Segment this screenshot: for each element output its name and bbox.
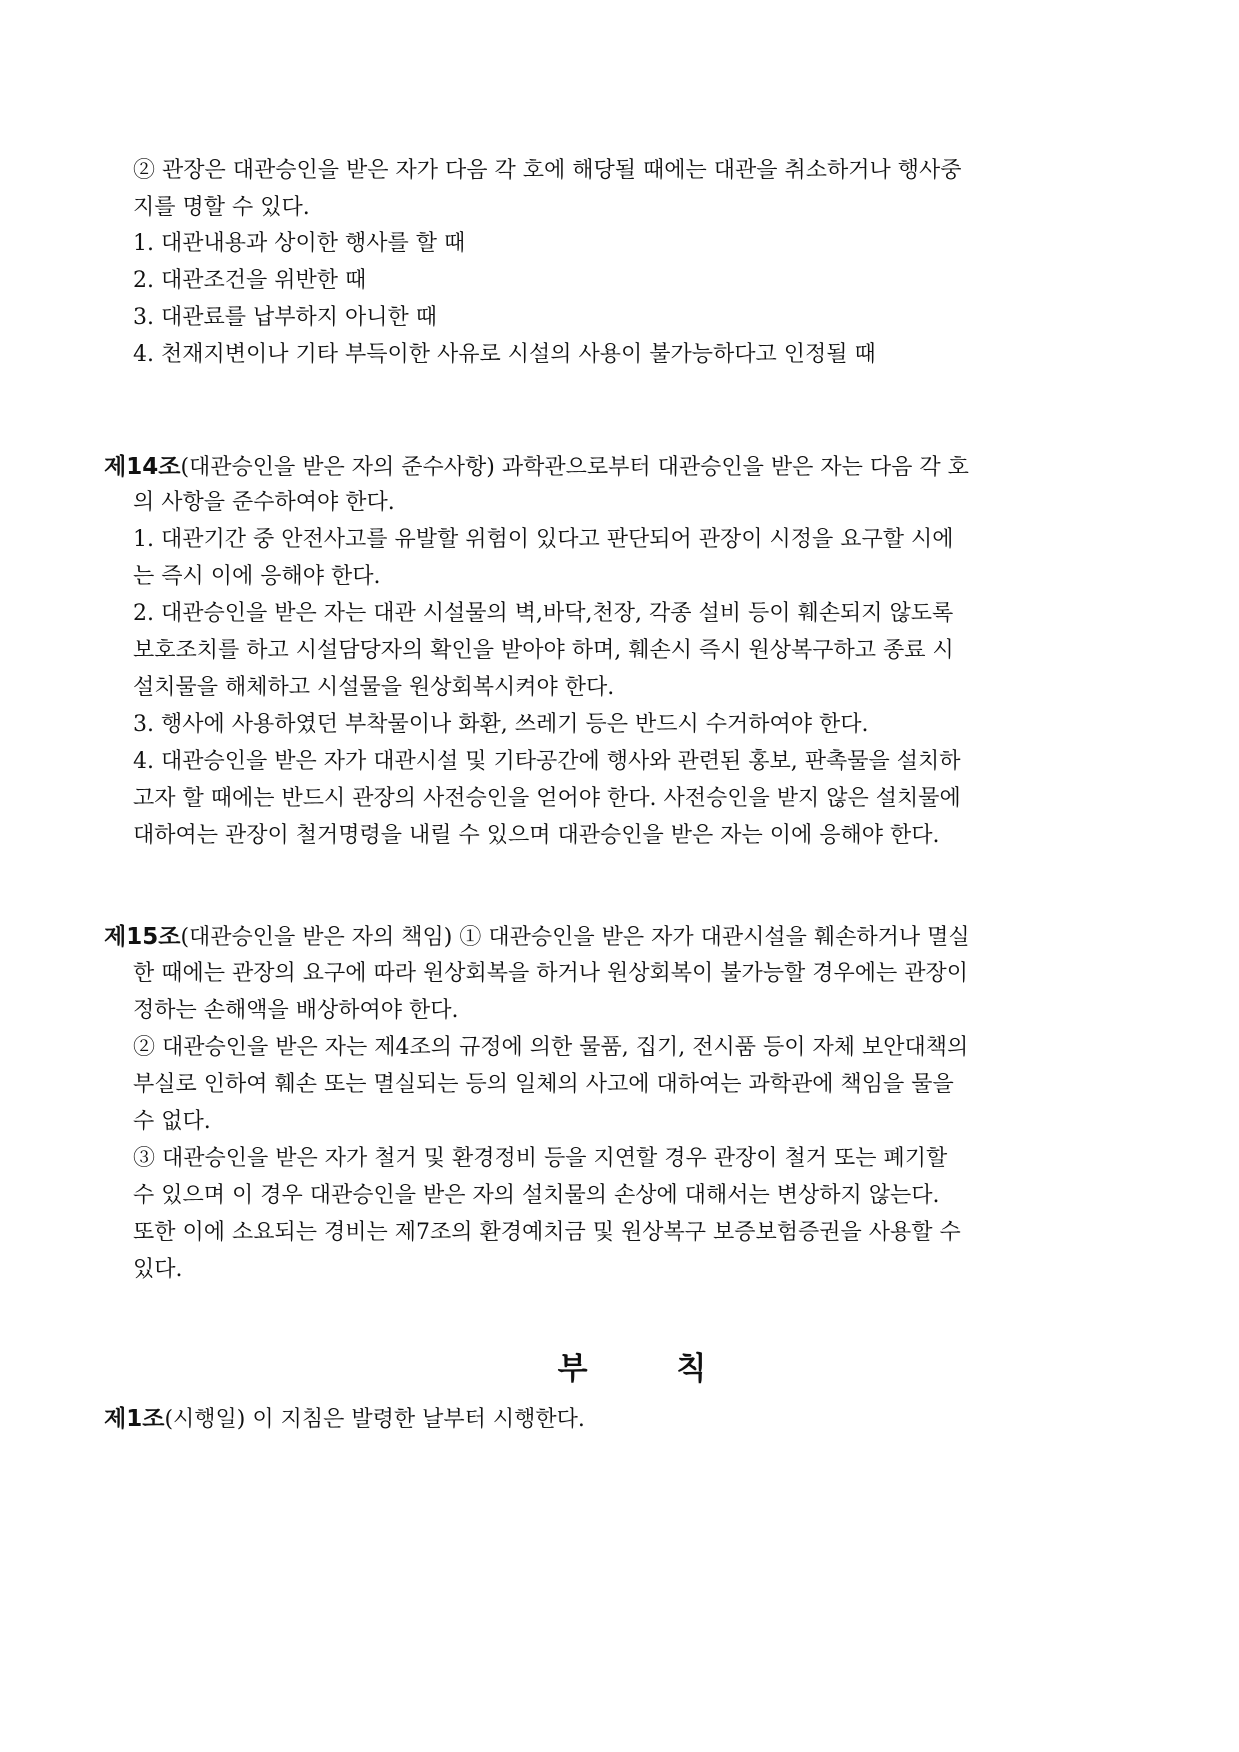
text-line: 부실로 인하여 훼손 또는 멸실되는 등의 일체의 사고에 대하여는 과학관에 책임을 물을 (133, 1072, 954, 1097)
article-number: 제14조 (104, 454, 181, 480)
supplementary-article-1 (0, 1404, 1239, 1435)
article-number: 제15조 (104, 924, 181, 950)
text-line: 의 사항을 준수하여야 한다. (133, 490, 395, 515)
list-item: 3. 대관료를 납부하지 아니한 때 (133, 305, 437, 330)
text-line: 보호조치를 하고 시설담당자의 확인을 받아야 하며, 훼손시 즉시 원상복구하고 종료 시 (133, 638, 954, 663)
article-text: (시행일) 이 지침은 발령한 날부터 시행한다. (164, 1407, 585, 1432)
text-line: ③ 대관승인을 받은 자가 철거 및 환경정비 등을 지연할 경우 관장이 철거 또는 폐기할 (133, 1146, 948, 1171)
text-line: 정하는 손해액을 배상하여야 한다. (133, 998, 459, 1023)
list-item: 1. 대관기간 중 안전사고를 유발할 위험이 있다고 판단되어 관장이 시정을 요구할 시에 (133, 527, 954, 552)
text-line: 고자 할 때에는 반드시 관장의 사전승인을 얻어야 한다. 사전승인을 받지 않은 설치물에 (133, 786, 961, 811)
text-line: 지를 명할 수 있다. (133, 195, 310, 220)
text-line: 대하여는 관장이 철거명령을 내릴 수 있으며 대관승인을 받은 자는 이에 응해야 한다. (133, 823, 940, 848)
list-item: 2. 대관조건을 위반한 때 (133, 268, 367, 293)
list-item: 1. 대관내용과 상이한 행사를 할 때 (133, 231, 466, 256)
article-title-text: (대관승인을 받은 자의 책임) ① 대관승인을 받은 자가 대관시설을 훼손하거나 멸실 (180, 925, 970, 950)
text-line: 는 즉시 이에 응해야 한다. (133, 564, 381, 589)
text-line: 설치물을 해체하고 시설물을 원상회복시켜야 한다. (133, 675, 615, 700)
list-item: 4. 대관승인을 받은 자가 대관시설 및 기타공간에 행사와 관련된 홍보, 판촉물을 설치하 (133, 749, 961, 774)
list-item: 3. 행사에 사용하였던 부착물이나 화환, 쓰레기 등은 반드시 수거하여야 한다. (133, 712, 869, 737)
text-line: ② 대관승인을 받은 자는 제4조의 규정에 의한 물품, 집기, 전시품 등이 자체 보안대책의 (133, 1035, 969, 1060)
text-line: 있다. (133, 1257, 183, 1282)
text-line: ② 관장은 대관승인을 받은 자가 다음 각 호에 해당될 때에는 대관을 취소하거나 행사중 (133, 158, 962, 183)
article-14-heading-line (0, 452, 1239, 483)
text-line: 수 있으며 이 경우 대관승인을 받은 자의 설치물의 손상에 대해서는 변상하지 않는다. (133, 1183, 940, 1208)
text-line: 한 때에는 관장의 요구에 따라 원상회복을 하거나 원상회복이 불가능할 경우에는 관장이 (133, 961, 969, 986)
supplementary-heading: 부 칙 (557, 1351, 707, 1387)
article-15-heading-line (0, 922, 1239, 953)
list-item: 4. 천재지변이나 기타 부득이한 사유로 시설의 사용이 불가능하다고 인정될 때 (133, 342, 876, 367)
article-number: 제1조 (104, 1406, 165, 1432)
text-line: 수 없다. (133, 1109, 211, 1134)
text-line: 또한 이에 소요되는 경비는 제7조의 환경예치금 및 원상복구 보증보험증권을 사용할 수 (133, 1220, 961, 1245)
list-item: 2. 대관승인을 받은 자는 대관 시설물의 벽,바닥,천장, 각종 설비 등이 훼손되지 않도록 (133, 601, 954, 626)
article-title-text: (대관승인을 받은 자의 준수사항) 과학관으로부터 대관승인을 받은 자는 다음 각 호 (180, 455, 969, 480)
